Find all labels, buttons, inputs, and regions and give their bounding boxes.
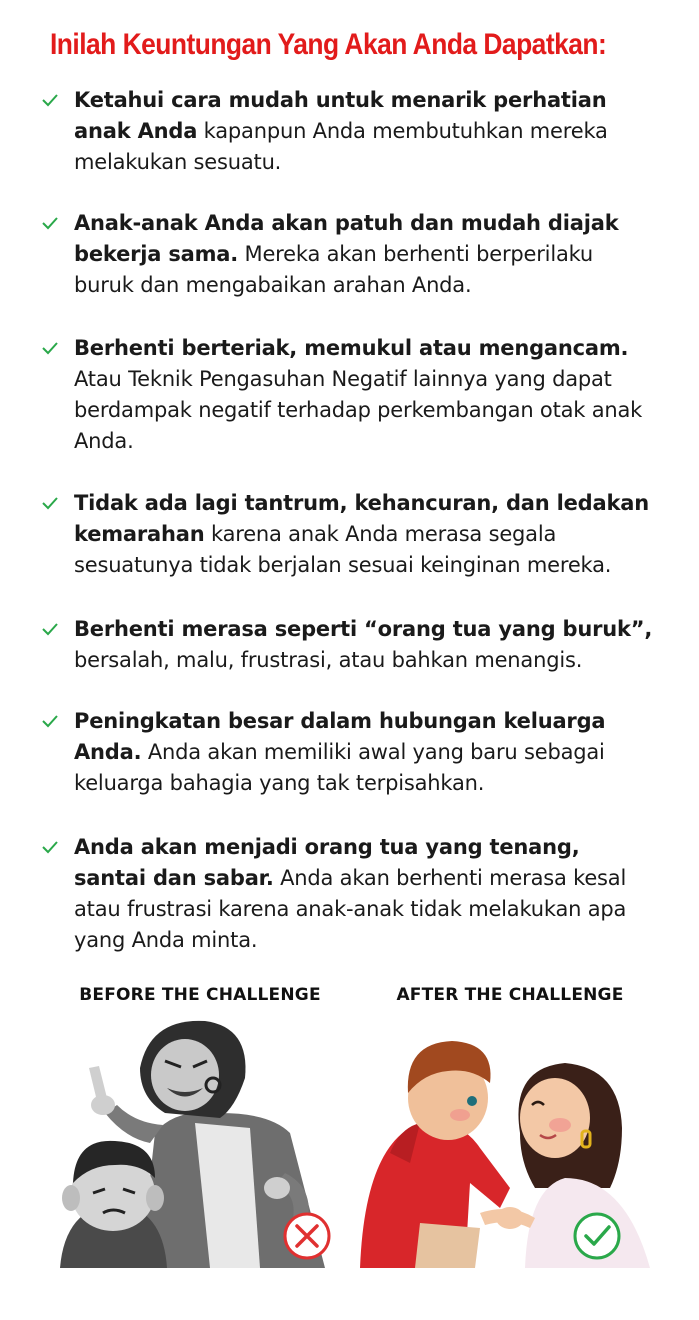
angry-mother-illustration: [45, 1013, 355, 1268]
benefit-text: Anda akan menjadi orang tua yang tenang, santai dan sabar. Anda akan berhenti merasa kesal atau frustrasi karena anak-anak tidak melakukan apa yang Anda minta.: [74, 835, 627, 952]
checkmark-icon: [40, 711, 60, 731]
after-label: AFTER THE CHALLENGE: [396, 985, 624, 1005]
benefit-text: Anak-anak Anda akan patuh dan mudah diajak bekerja sama. Mereka akan berhenti berperilaku buruk dan mengabaikan arahan Anda.: [74, 211, 619, 297]
page-title: Inilah Keuntungan Yang Akan Anda Dapatkan:: [50, 28, 607, 61]
after-panel: [360, 985, 660, 1270]
benefit-text: Ketahui cara mudah untuk menarik perhatian anak Anda kapanpun Anda membutuhkan mereka melakukan sesuatu.: [74, 88, 608, 174]
checkmark-icon: [40, 493, 60, 513]
before-panel: [45, 985, 355, 1270]
check-circle-icon: [575, 1214, 619, 1258]
before-label: BEFORE THE CHALLENGE: [79, 985, 321, 1005]
benefit-text: Berhenti merasa seperti “orang tua yang buruk”, bersalah, malu, frustrasi, atau bahkan menangis.: [74, 617, 653, 672]
happy-family-illustration: [360, 1013, 660, 1268]
checkmark-icon: [40, 837, 60, 857]
checkmark-icon: [40, 90, 60, 110]
checkmark-icon: [40, 213, 60, 233]
cross-circle-icon: [285, 1214, 329, 1258]
checkmark-icon: [40, 338, 60, 358]
checkmark-icon: [40, 619, 60, 639]
benefit-text: Peningkatan besar dalam hubungan keluarga Anda. Anda akan memiliki awal yang baru sebagai keluarga bahagia yang tak terpisahkan.: [74, 709, 606, 795]
benefit-text: Tidak ada lagi tantrum, kehancuran, dan ledakan kemarahan karena anak Anda merasa segala sesuatunya tidak berjalan sesuai keinginan mereka.: [74, 491, 649, 577]
benefit-text: Berhenti berteriak, memukul atau mengancam. Atau Teknik Pengasuhan Negatif lainnya yang dapat berdampak negatif terhadap perkembangan otak anak Anda.: [74, 336, 643, 453]
